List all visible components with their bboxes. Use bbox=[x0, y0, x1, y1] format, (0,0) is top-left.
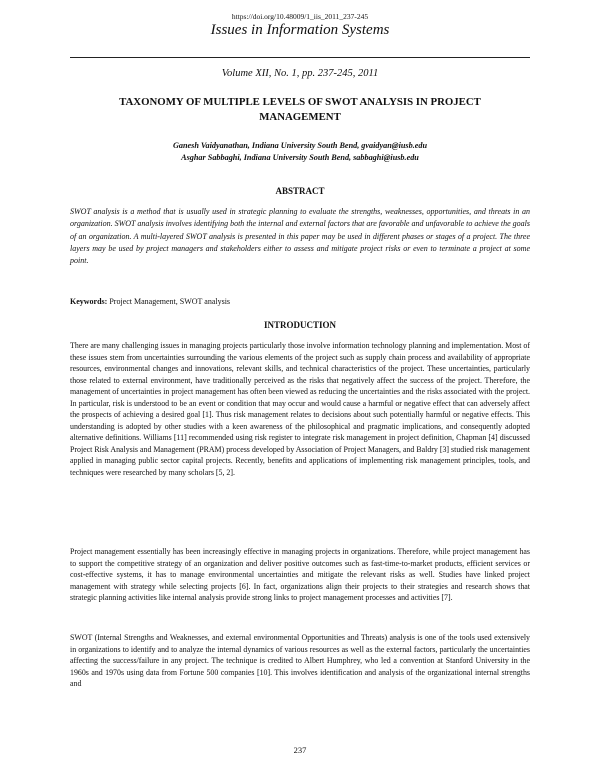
abstract-heading: ABSTRACT bbox=[275, 186, 325, 196]
author-line: Ganesh Vaidyanathan, Indiana University South Bend, gvaidyan@iusb.edu bbox=[172, 141, 428, 150]
keywords-line bbox=[70, 297, 530, 306]
doi-link[interactable]: https://doi.org/10.48009/1_iis_2011_237-245 bbox=[231, 12, 369, 21]
body-paragraph: There are many challenging issues in managing projects particularly those involve information technology planning and implementation. Most of these issues stem from uncertainties surrounding the various elements of the project such as supply chain process and availability of appropriate resources, environmental changes and innovations, relevant skills, and technical characteristics of the project. These uncertainties, particularly those related to external environment, have traditionally perceived as the risks that negatively affect the success of the project. Therefore, the management of uncertainties in project management has often been viewed as reducing the uncertainties and the risks associated with the project. In particular, risk is understood to be an event or condition that may occur and would cause a harmful or negative effect that can adversely affect the prospects of achieving a desired goal [1]. Thus risk management relates to decisions about such potentially harmful or negative effects. This understanding is adopted by other studies with a keen awareness of the philosophical and pragmatic implications, and consequently adopted alternative definitions. Williams [11] recommended using risk register to integrate risk management in project definition, Chapman [4] discussed Project Risk Analysis and Management (PRAM) process developed by Association of Project Managers, and Baldry [3] studied risk management applied in managing public sector capital projects. Recently, benefits and applications of implementing risk management principles, tools, and techniques were researched by many scholars [5, 2]. bbox=[70, 341, 530, 477]
keywords-label: Keywords: bbox=[70, 297, 108, 306]
author-line: Asghar Sabbaghi, Indiana University South Bend, sabbaghi@iusb.edu bbox=[181, 153, 419, 162]
keywords-value: Project Management, SWOT analysis bbox=[109, 297, 231, 306]
page-number: 237 bbox=[293, 745, 307, 755]
body-paragraph: SWOT (Internal Strengths and Weaknesses, and external environmental Opportunities and Threats) analysis is one of the tools used extensively in organizations to identify and to analyze the internal dynamics of various resources as well as the external factors, particularly the uncertainties affecting the success/failure in any project. The technique is credited to Albert Humphrey, who led a convention at Stanford University in the 1960s and 1970s using data from Fortune 500 companies [10]. This involves identification and analysis of the organizational internal strengths and bbox=[70, 633, 530, 688]
journal-title: Issues in Information Systems bbox=[210, 22, 390, 38]
paper-title: TAXONOMY OF MULTIPLE LEVELS OF SWOT ANALYSIS IN PROJECT MANAGEMENT bbox=[119, 96, 481, 123]
author-block bbox=[0, 140, 600, 164]
section-heading-introduction: INTRODUCTION bbox=[263, 320, 336, 330]
header-divider bbox=[70, 57, 530, 58]
volume-info: Volume XII, No. 1, pp. 237-245, 2011 bbox=[221, 68, 379, 79]
body-paragraph: Project management essentially has been increasingly effective in managing projects in organizations. Therefore, while project management has to support the competitive strategy of an organization and deliver positive outcomes such as fast-time-to-market products, efficient services or cost-effective systems, it has to manage environmental uncertainties and mitigate the relevant risks as well. Studies have linked project management with strategy while selecting projects [6]. In fact, organizations align their projects to their strategies and research shows that strategic planning activities like internal analysis provide strong links to project management processes and activities [7]. bbox=[70, 547, 530, 602]
abstract-text: SWOT analysis is a method that is usually used in strategic planning to evaluate the strengths, weaknesses, opportunities, and threats in an organization. SWOT analysis involves identifying both the internal and external factors that are favorable and unfavorable to achieve the goals of an organization. A multi-layered SWOT analysis is presented in this paper may be used in different phases or stages of a project. The three layers may be used by project managers and stakeholders either to assess and mitigate project risks or even to terminate a project at some point. bbox=[70, 207, 530, 266]
